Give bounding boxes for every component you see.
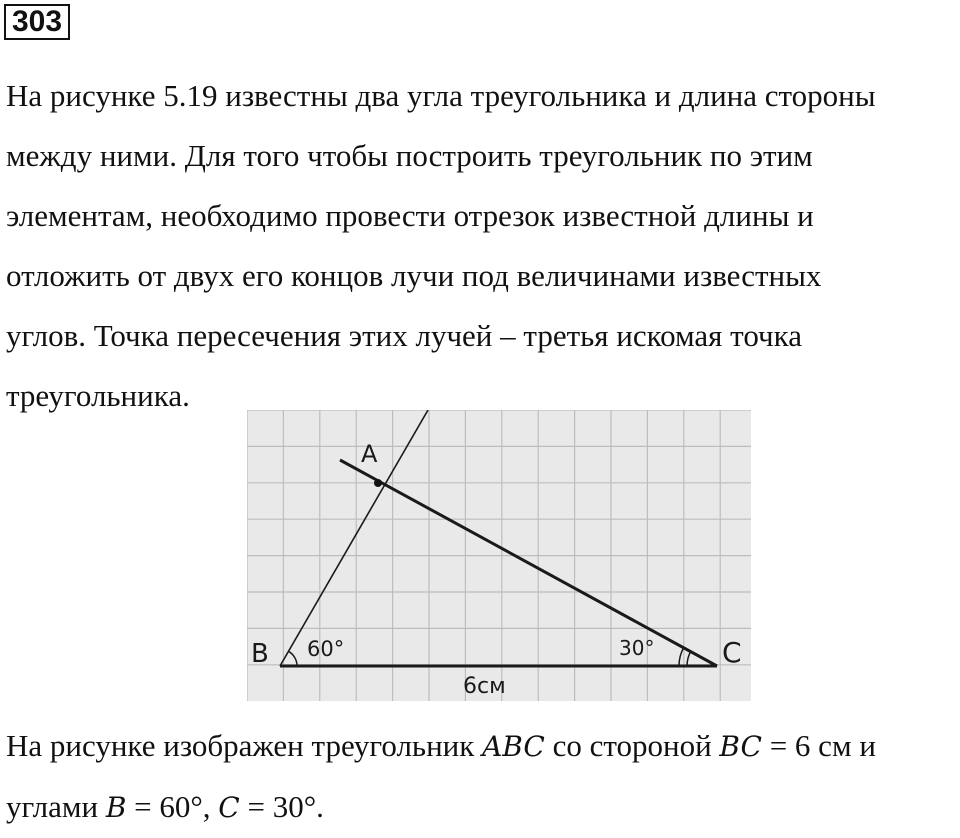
angle-arc-b	[289, 651, 298, 666]
text-line: углов. Точка пересечения этих лучей – третья искомая точка	[6, 318, 802, 353]
figure-svg	[247, 410, 751, 701]
text-line: между ними. Для того чтобы построить треугольник по этим	[6, 138, 813, 173]
text-line: треугольника.	[6, 378, 190, 413]
angle-c-name: C	[218, 791, 240, 824]
problem-number-badge: 303	[4, 4, 70, 40]
text-line: На рисунке 5.19 известны два угла треугольника и длина стороны	[6, 78, 876, 113]
point-a	[374, 479, 382, 487]
problem-text	[6, 66, 956, 426]
label-c: C	[722, 636, 742, 669]
label-b: B	[251, 639, 269, 669]
triangle-figure	[247, 410, 751, 701]
ray-from-c	[340, 460, 717, 666]
text-line: элементам, необходимо провести отрезок известной длины и	[6, 198, 814, 233]
caption-line-1: На рисунке изображен треугольник ABC со стороной BC = 6 см и	[6, 728, 876, 763]
caption-line-2: углами B = 60°, C = 30°.	[6, 789, 324, 824]
angle-c-label: 30°	[619, 636, 655, 660]
angle-b-name: B	[105, 791, 127, 824]
caption-text	[6, 716, 876, 838]
text-line: отложить от двух его концов лучи под величинами известных	[6, 258, 822, 293]
triangle-abc: ABC	[482, 730, 545, 763]
angle-arc-c-inner	[687, 651, 691, 666]
label-a: A	[361, 440, 378, 468]
side-bc-label: 6см	[463, 674, 506, 699]
ray-from-b	[280, 410, 428, 666]
angle-b-label: 60°	[307, 637, 345, 661]
side-bc-name: BC	[719, 730, 762, 763]
